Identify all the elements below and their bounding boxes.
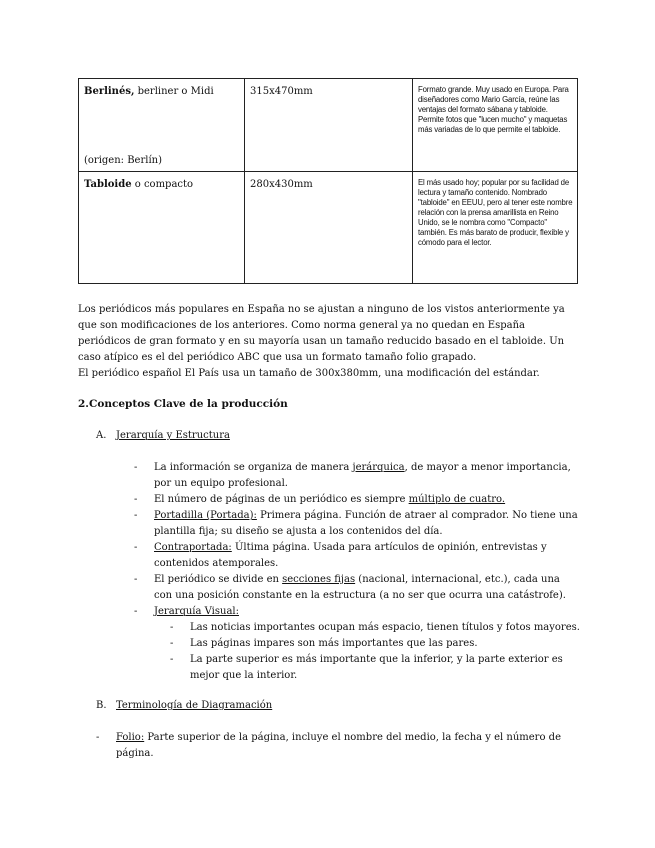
format-name: Berlinés, — [84, 86, 135, 97]
format-name-cell — [79, 172, 245, 284]
item-underlined: jerárquica — [352, 462, 405, 473]
subsection-title: Terminología de Diagramación — [116, 700, 273, 711]
sub-list-item: - Las páginas impares son más importantes que las pares. — [170, 636, 580, 652]
item-text: Primera página. Función de atraer al comprador. No tiene una plantilla fija; su diseño se ajusta a los contenidos del día. — [154, 510, 578, 537]
item-underlined: Contraportada: — [154, 542, 232, 553]
list-item — [130, 492, 580, 508]
item-text: , de mayor a menor importancia, por un equipo profesional. — [154, 462, 571, 489]
subsection-letter: B. — [96, 700, 107, 711]
item-text: El periódico se divide en — [154, 574, 283, 585]
format-name: Tabloide — [84, 179, 132, 190]
body-paragraph — [78, 302, 578, 382]
paragraph-line-2: El periódico español El País usa un tamaño de 300x380mm, una modificación del estándar. — [78, 368, 540, 379]
format-name-rest: berliner o Midi — [134, 86, 214, 97]
section-heading: 2.Conceptos Clave de la producción — [78, 398, 288, 410]
format-table — [78, 78, 578, 284]
sub-list-item: - Las noticias importantes ocupan más espacio, tienen títulos y fotos mayores. — [170, 620, 580, 636]
bullet-list — [130, 460, 580, 684]
folio-text: Parte superior de la página, incluye el nombre del medio, la fecha y el número de página. — [116, 732, 561, 759]
item-underlined: Portadilla (Portada): — [154, 510, 257, 521]
item-underlined: secciones fijas — [282, 574, 356, 585]
item-text: (nacional, internacional, etc.), cada una con una posición constante en la estructura (a no ser que ocurra una catástrofe). — [154, 574, 566, 601]
list-item — [130, 540, 580, 572]
table-row — [79, 79, 578, 172]
folio-label: Folio: — [116, 732, 145, 743]
list-item — [130, 508, 580, 540]
item-underlined: Jerarquía Visual: — [154, 606, 239, 617]
item-text: Última página. Usada para artículos de opinión, entrevistas y contenidos atemporales. — [154, 542, 547, 569]
item-text: La información se organiza de manera — [154, 462, 353, 473]
item-text: El número de páginas de un periódico es siempre — [154, 494, 409, 505]
sub-bullet-list — [170, 620, 580, 684]
table-row — [79, 172, 578, 284]
format-name-cell — [79, 79, 245, 172]
subsection-b-heading — [96, 700, 272, 711]
format-description: Formato grande. Muy usado en Europa. Para diseñadores como Mario García, reúne las ventajas del formato sábana y tabloide. Permite fotos que "lucen mucho" y maquetas más variadas de lo que permite el tabloide. — [413, 79, 578, 172]
subsection-a-heading — [96, 430, 230, 441]
item-underlined: múltiplo de cuatro. — [408, 494, 506, 505]
format-size: 315x470mm — [245, 79, 413, 172]
folio-item — [96, 730, 576, 762]
sub-list-item: - La parte superior es más importante que la inferior, y la parte exterior es mejor que la interior. — [170, 652, 580, 684]
format-size: 280x430mm — [245, 172, 413, 284]
list-item — [130, 604, 580, 684]
format-description: El más usado hoy; popular por su facilidad de lectura y tamaño contenido. Nombrado "tabloide" en EEUU, pero al tener este nombre relación con la prensa amarillista en Reino Unido, se le nombra como "Compacto" también. Es más barato de producir, flexible y cómodo para el lector. — [413, 172, 578, 284]
list-item — [130, 460, 580, 492]
format-origin: (origen: Berlín) — [84, 155, 162, 166]
paragraph-line-1: Los periódicos más populares en España no se ajustan a ninguno de los vistos anteriormente ya que son modificaciones de los anteriores. Como norma general ya no quedan en España periódicos de gran formato y en su mayoría usan un tamaño reducido basado en el tabloide. Un caso atípico es el del periódico ABC que usa un formato tamaño folio grapado. — [78, 304, 565, 363]
subsection-letter: A. — [96, 430, 107, 441]
format-name-rest: o compacto — [131, 179, 194, 190]
list-item — [130, 572, 580, 604]
subsection-title: Jerarquía y Estructura — [116, 430, 230, 441]
